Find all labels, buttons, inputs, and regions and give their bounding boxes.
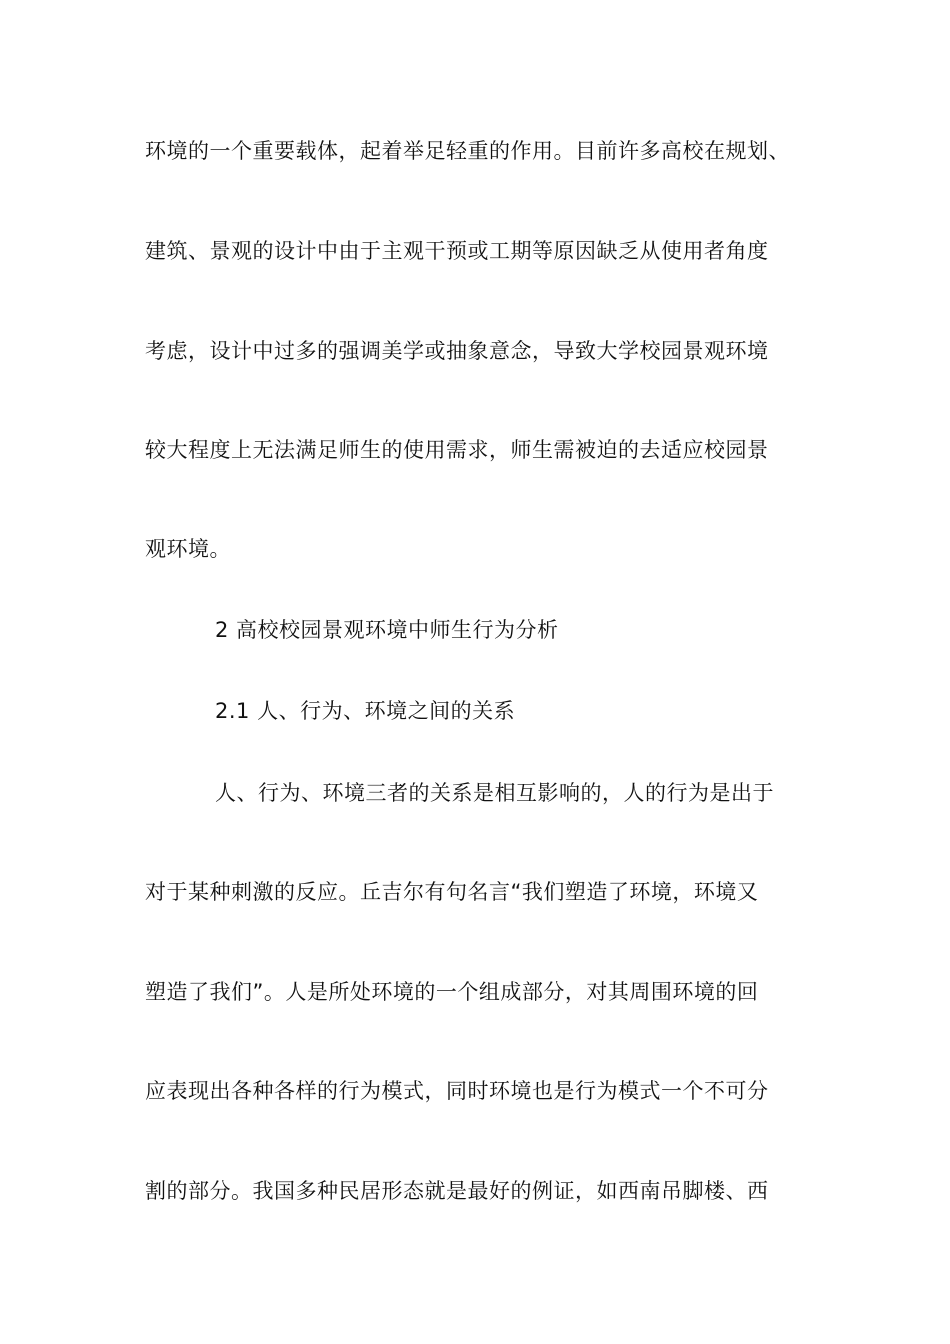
- paragraph-first-line: 人、行为、环境三者的关系是相互影响的，人的行为是出于: [215, 781, 774, 805]
- subsection-heading: 2.1 人、行为、环境之间的关系: [215, 699, 516, 723]
- section-heading: 2 高校校园景观环境中师生行为分析: [215, 618, 559, 642]
- body-text-line: 考虑，设计中过多的强调美学或抽象意念，导致大学校园景观环境: [145, 339, 769, 363]
- body-text-line: 较大程度上无法满足师生的使用需求，师生需被迫的去适应校园景: [145, 438, 769, 462]
- body-text-line: 对于某种刺激的反应。丘吉尔有句名言“我们塑造了环境，环境又: [145, 880, 759, 904]
- body-text-line: 建筑、景观的设计中由于主观干预或工期等原因缺乏从使用者角度: [145, 239, 769, 263]
- body-text-line: 应表现出各种各样的行为模式，同时环境也是行为模式一个不可分: [145, 1079, 769, 1103]
- body-text-line: 环境的一个重要载体，起着举足轻重的作用。目前许多高校在规划、: [145, 139, 790, 163]
- body-text-line: 观环境。: [145, 537, 231, 561]
- body-text-line: 塑造了我们”。人是所处环境的一个组成部分，对其周围环境的回: [145, 980, 759, 1004]
- body-text-line: 割的部分。我国多种民居形态就是最好的例证，如西南吊脚楼、西: [145, 1179, 769, 1203]
